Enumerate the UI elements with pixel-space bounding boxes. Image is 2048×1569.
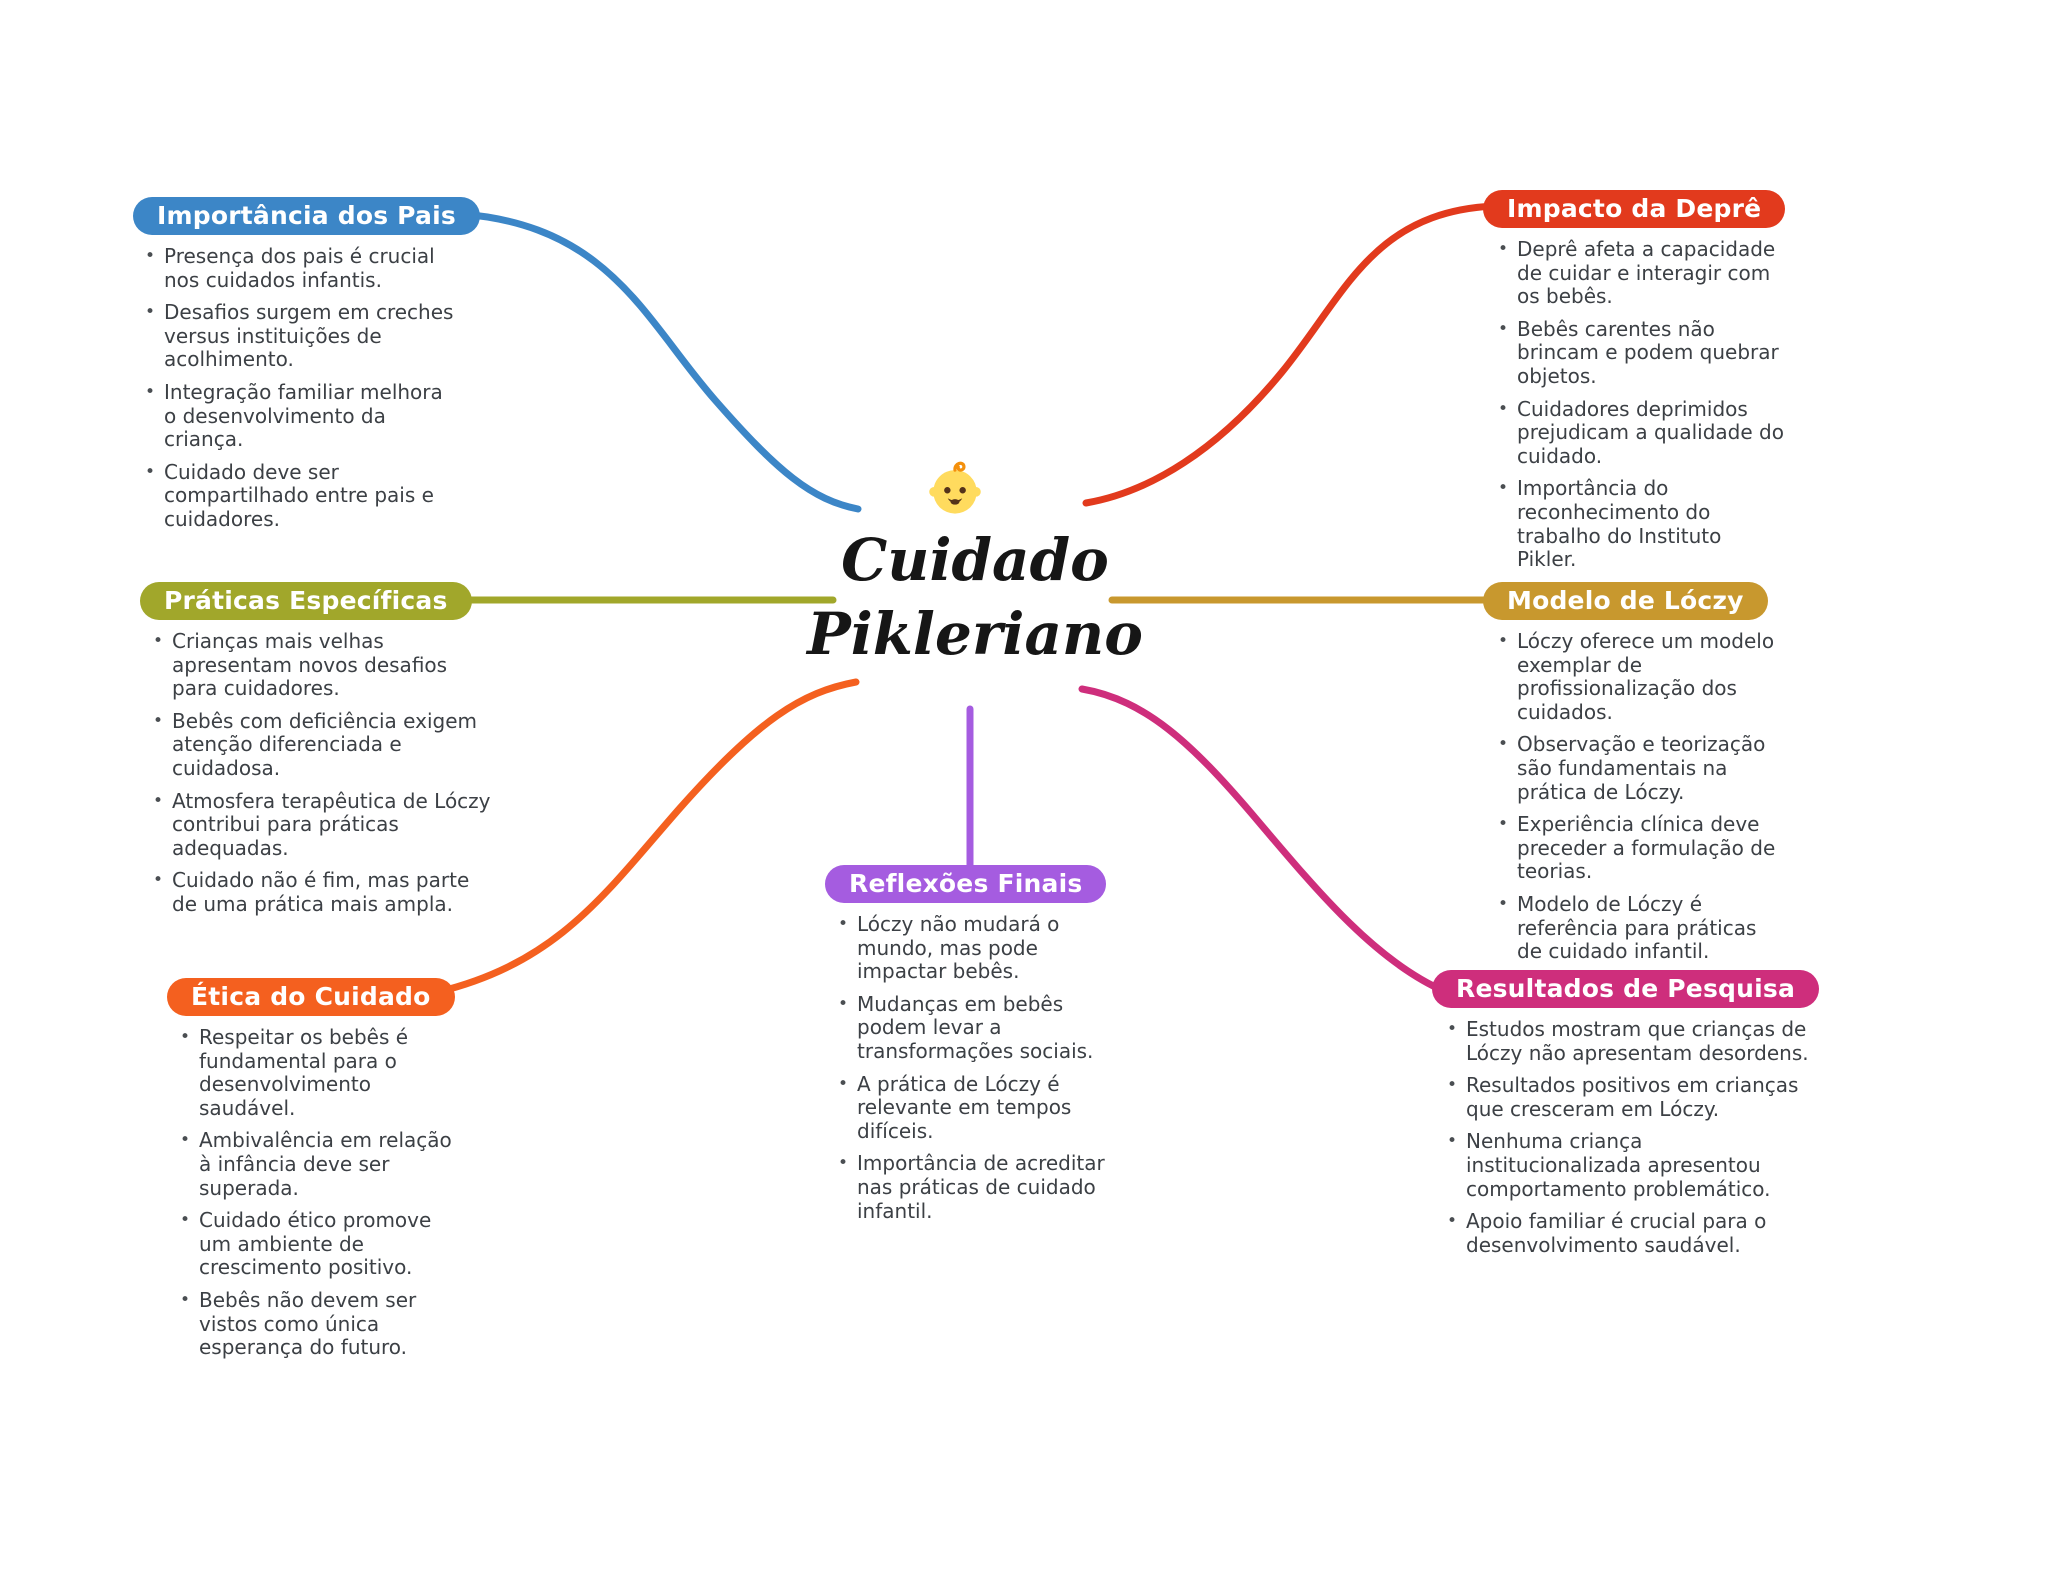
bullet-item: • Desafios surgem em creches versus instituições de acolhimento. <box>140 301 458 372</box>
branch-bullet-list <box>1493 238 1785 572</box>
branch-title-pill: Impacto da Deprê <box>1483 190 1785 228</box>
bullet-item: • Atmosfera terapêutica de Lóczy contribui para práticas adequadas. <box>148 790 496 861</box>
bullet-item: • Observação e teorização são fundamentais na prática de Lóczy. <box>1493 733 1778 804</box>
bullet-item: • Respeitar os bebês é fundamental para o desenvolvimento saudável. <box>175 1026 459 1120</box>
connector-etica <box>438 682 856 992</box>
branch-title-pill: Ética do Cuidado <box>167 978 455 1016</box>
branch-etica-do-cuidado <box>167 978 459 1369</box>
branch-title-pill: Reflexões Finais <box>825 865 1106 903</box>
bullet-item: • Presença dos pais é crucial nos cuidados infantis. <box>140 245 458 292</box>
bullet-item: • Cuidado ético promove um ambiente de crescimento positivo. <box>175 1209 459 1280</box>
bullet-item: • Lóczy não mudará o mundo, mas pode impactar bebês. <box>833 913 1125 984</box>
connector-impacto <box>1086 206 1494 503</box>
bullet-item: • Ambivalência em relação à infância deve ser superada. <box>175 1129 459 1200</box>
bullet-item: • Experiência clínica deve preceder a formulação de teorias. <box>1493 813 1778 884</box>
bullet-item: • A prática de Lóczy é relevante em tempos difíceis. <box>833 1073 1125 1144</box>
branch-title-pill: Importância dos Pais <box>133 197 480 235</box>
branch-praticas-especificas <box>140 582 496 926</box>
bullet-item: • Apoio familiar é crucial para o desenvolvimento saudável. <box>1442 1210 1822 1257</box>
central-topic-line2: Pikleriano <box>807 600 1143 669</box>
branch-bullet-list <box>833 913 1125 1223</box>
branch-title-pill: Resultados de Pesquisa <box>1432 970 1819 1008</box>
branch-bullet-list <box>148 630 496 917</box>
bullet-item: • Cuidado deve ser compartilhado entre pais e cuidadores. <box>140 461 458 532</box>
central-topic-title <box>765 523 1185 671</box>
branch-impacto-da-depre <box>1483 190 1785 581</box>
bullet-item: • Lóczy oferece um modelo exemplar de profissionalização dos cuidados. <box>1493 630 1778 724</box>
bullet-item: • Bebês não devem ser vistos como única esperança do futuro. <box>175 1289 459 1360</box>
branch-importancia-dos-pais <box>133 197 480 541</box>
connector-importancia <box>462 214 858 509</box>
bullet-item: • Cuidadores deprimidos prejudicam a qualidade do cuidado. <box>1493 398 1785 469</box>
bullet-item: • Importância do reconhecimento do trabalho do Instituto Pikler. <box>1493 477 1785 571</box>
connector-resultados <box>1082 689 1446 992</box>
bullet-item: • Crianças mais velhas apresentam novos desafios para cuidadores. <box>148 630 496 701</box>
bullet-item: • Bebês com deficiência exigem atenção diferenciada e cuidadosa. <box>148 710 496 781</box>
bullet-item: • Nenhuma criança institucionalizada apresentou comportamento problemático. <box>1442 1130 1822 1201</box>
branch-bullet-list <box>175 1026 459 1360</box>
branch-resultados-de-pesquisa <box>1432 970 1822 1266</box>
bullet-item: • Cuidado não é fim, mas parte de uma prática mais ampla. <box>148 869 496 916</box>
branch-title-pill: Modelo de Lóczy <box>1483 582 1768 620</box>
baby-emoji-icon <box>926 458 984 516</box>
bullet-item: • Estudos mostram que crianças de Lóczy não apresentam desordens. <box>1442 1018 1822 1065</box>
bullet-item: • Modelo de Lóczy é referência para práticas de cuidado infantil. <box>1493 893 1778 964</box>
bullet-item: • Importância de acreditar nas práticas de cuidado infantil. <box>833 1152 1125 1223</box>
branch-bullet-list <box>1442 1018 1822 1257</box>
bullet-item: • Bebês carentes não brincam e podem quebrar objetos. <box>1493 318 1785 389</box>
bullet-item: • Mudanças em bebês podem levar a transformações sociais. <box>833 993 1125 1064</box>
branch-modelo-de-loczy <box>1483 582 1778 973</box>
branch-bullet-list <box>1493 630 1778 964</box>
branch-title-pill: Práticas Específicas <box>140 582 472 620</box>
bullet-item: • Resultados positivos em crianças que cresceram em Lóczy. <box>1442 1074 1822 1121</box>
bullet-item: • Integração familiar melhora o desenvolvimento da criança. <box>140 381 458 452</box>
bullet-item: • Deprê afeta a capacidade de cuidar e interagir com os bebês. <box>1493 238 1785 309</box>
branch-reflexoes-finais <box>825 865 1125 1232</box>
central-topic-line1: Cuidado <box>841 526 1109 594</box>
branch-bullet-list <box>140 245 458 532</box>
